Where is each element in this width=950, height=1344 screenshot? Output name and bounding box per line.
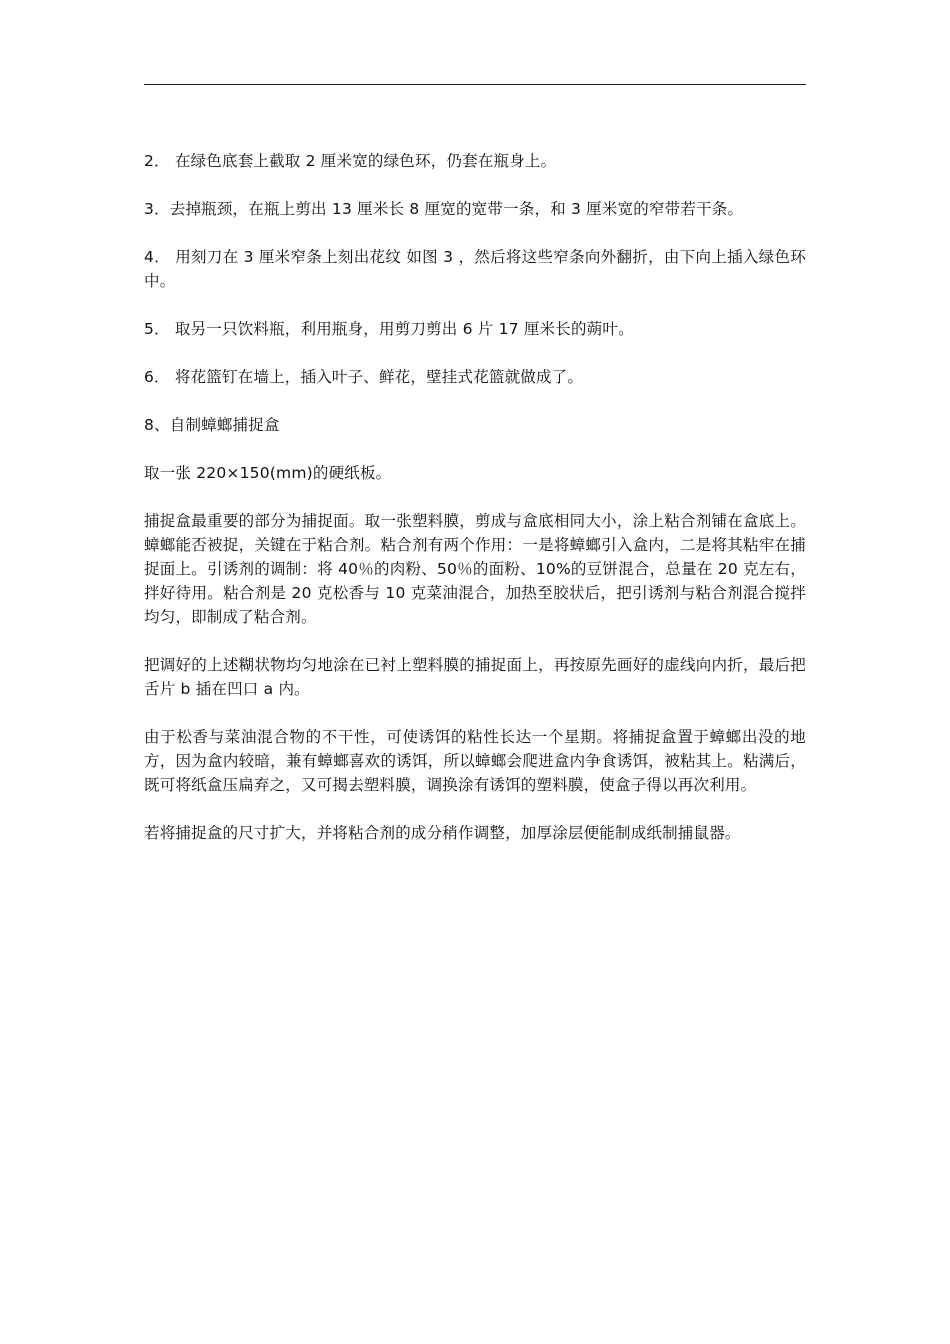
capture-surface-paragraph: 捕捉盒最重要的部分为捕捉面。取一张塑料膜，剪成与盒底相同大小，涂上粘合剂铺在盒底上。蟑螂能否被捉，关键在于粘合剂。粘合剂有两个作用：一是将蟑螂引入盒内，二是将其粘牢在捕捉面上。引诱剂的调制：将 40％的肉粉、50％的面粉、10%的豆饼混合，总量在 20 克左右，拌好待用。粘合剂是 20 克松香与 10 克菜油混合，加热至胶状后，把引诱剂与粘合剂混合搅拌均匀，即制成了粘合剂。	[144, 512, 806, 626]
step-3-paragraph: 3．去掉瓶颈，在瓶上剪出 13 厘米长 8 厘宽的宽带一条，和 3 厘米宽的窄带若干条。	[144, 200, 744, 218]
mousetrap-paragraph: 若将捕捉盒的尺寸扩大，并将粘合剂的成分稍作调整，加厚涂层便能制成纸制捕鼠器。	[144, 824, 741, 842]
usage-paragraph: 由于松香与菜油混合物的不干性，可使诱饵的粘性长达一个星期。将捕捉盒置于蟑螂出没的地方，因为盒内较暗，兼有蟑螂喜欢的诱饵，所以蟑螂会爬进盒内争食诱饵，被粘其上。粘满后，既可将纸盒压扁弃之，又可揭去塑料膜，调换涂有诱饵的塑料膜，使盒子得以再次利用。	[144, 728, 806, 794]
step-6-paragraph: 6． 将花篮钉在墙上，插入叶子、鲜花，壁挂式花篮就做成了。	[144, 368, 584, 386]
material-paragraph: 取一张 220×150(mm)的硬纸板。	[144, 464, 392, 482]
step-4-paragraph: 4． 用刻刀在 3 厘米窄条上刻出花纹 如图 3 ，然后将这些窄条向外翻折，由下向上插入绿色环中。	[144, 248, 806, 290]
header-rule	[144, 84, 806, 85]
document-body	[144, 149, 806, 869]
step-2-paragraph: 2． 在绿色底套上截取 2 厘米宽的绿色环，仍套在瓶身上。	[144, 152, 557, 170]
section-heading: 8、自制蟑螂捕捉盒	[144, 416, 280, 434]
step-5-paragraph: 5． 取另一只饮料瓶，利用瓶身，用剪刀剪出 6 片 17 厘米长的蒴叶。	[144, 320, 634, 338]
assembly-paragraph: 把调好的上述糊状物均匀地涂在已衬上塑料膜的捕捉面上，再按原先画好的虚线向内折，最后把舌片 b 插在凹口 a 内。	[144, 656, 806, 698]
